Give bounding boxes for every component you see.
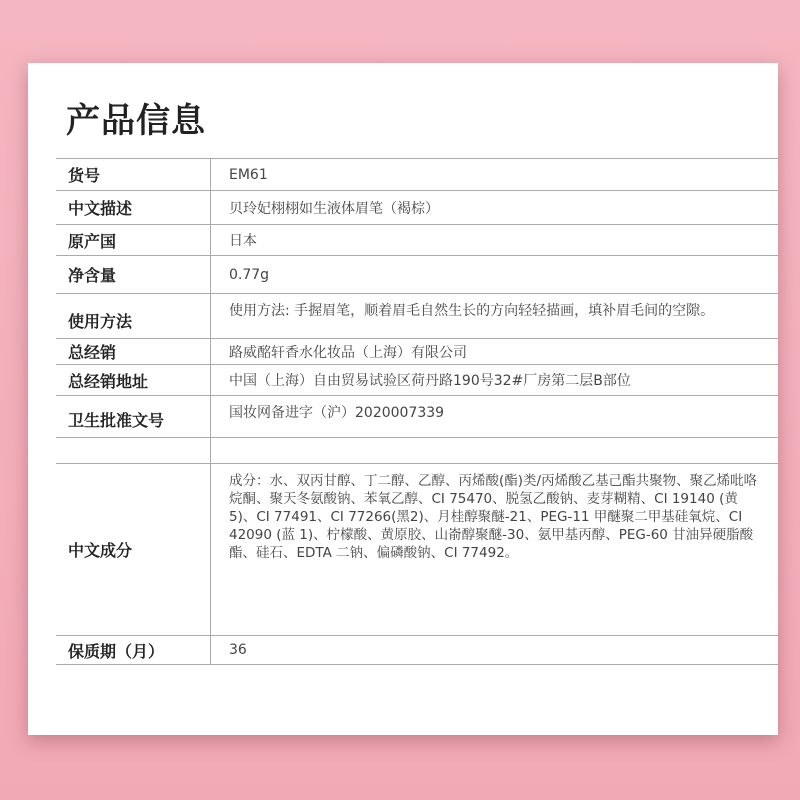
page-title: 产品信息 xyxy=(66,101,206,141)
row-value: 路威酩轩香水化妆品（上海）有限公司 xyxy=(229,344,467,361)
row-value xyxy=(211,438,778,463)
table-row-empty xyxy=(56,438,778,464)
row-value: EM61 xyxy=(229,166,268,183)
row-label: 使用方法 xyxy=(56,294,211,338)
row-label: 卫生批准文号 xyxy=(56,396,211,437)
table-row-distributor xyxy=(56,339,778,365)
row-label: 总经销地址 xyxy=(56,365,211,395)
row-value: 36 xyxy=(229,642,247,658)
table-row-approval-number xyxy=(56,396,778,438)
table-row-origin xyxy=(56,225,778,256)
product-info-table xyxy=(56,158,778,665)
row-label: 中文成分 xyxy=(56,464,211,635)
table-row-distributor-address xyxy=(56,365,778,396)
row-value: 国妆网备进字（沪）2020007339 xyxy=(229,405,445,421)
table-row-ingredients xyxy=(56,464,778,636)
table-row-shelf-life xyxy=(56,636,778,665)
row-value: 中国（上海）自由贸易试验区荷丹路190号32#厂房第二层B部位 xyxy=(229,373,631,389)
table-row-net-content xyxy=(56,256,778,294)
row-value: 日本 xyxy=(229,233,257,249)
row-label: 货号 xyxy=(56,159,211,190)
row-label: 保质期（月） xyxy=(56,636,211,664)
row-value: 贝玲妃栩栩如生液体眉笔（褐棕） xyxy=(229,200,439,217)
row-label: 中文描述 xyxy=(56,191,211,224)
row-label xyxy=(56,438,211,463)
row-label: 原产国 xyxy=(56,225,211,255)
table-row-description xyxy=(56,191,778,225)
row-value: 0.77g xyxy=(229,266,270,283)
table-row-usage xyxy=(56,294,778,339)
row-label: 净含量 xyxy=(56,256,211,293)
row-value: 使用方法: 手握眉笔，顺着眉毛自然生长的方向轻轻描画，填补眉毛间的空隙。 xyxy=(229,303,715,319)
table-row-item-number xyxy=(56,159,778,191)
product-info-card xyxy=(28,63,778,735)
row-label: 总经销 xyxy=(56,339,211,364)
row-value: 成分：水、双丙甘醇、丁二醇、乙醇、丙烯酸(酯)类/丙烯酸乙基己酯共聚物、聚乙烯吡咯烷酮、聚天冬氨酸钠、苯氧乙醇、CI 75470、脱氢乙酸钠、麦芽糊精、CI 19140 (黄 5)、CI 77491、CI 77266(黑2)、月桂醇聚醚-21、PEG-11 甲醚聚二甲基硅氧烷、CI 42090 (蓝 1)、柠檬酸、黄原胶、山嵛醇聚醚-30、氨甲基丙醇、PEG-60 甘油异硬脂酸酯、硅石、EDTA 二钠、偏磷酸钠、CI 77492。 xyxy=(229,473,758,561)
